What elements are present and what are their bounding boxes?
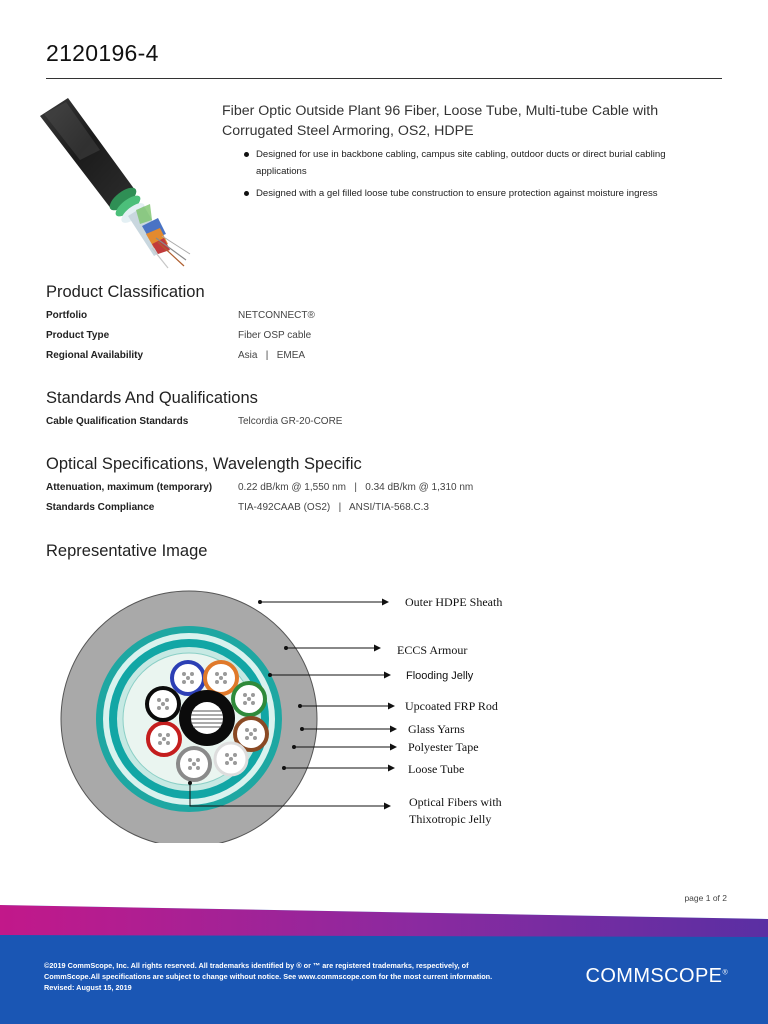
page-number: page 1 of 2 [684,893,727,903]
diagram-labels [397,595,502,826]
spec-value: Asia | EMEA [238,350,306,361]
spec-label: Product Type [46,330,110,341]
product-title: Fiber Optic Outside Plant 96 Fiber, Loose Tube, Multi-tube Cable with Corrugated Steel Armoring, OS2, HDPE [222,103,659,139]
label-outer-sheath: Outer HDPE Sheath [405,595,503,609]
spec-label: Standards Compliance [46,502,155,513]
section-title-optical-specifications: Optical Specifications, Wavelength Specific [46,455,362,473]
feature-bullet: Designed with a gel filled loose tube construction to ensure protection against moisture ingress [244,185,704,202]
feature-bullet: Designed for use in backbone cabling, campus site cabling, outdoor ducts or direct burial cabling applications [244,146,704,180]
label-thixotropic-jelly: Thixotropic Jelly [409,812,492,826]
spec-label: Attenuation, maximum (temporary) [46,482,213,493]
spec-row [46,310,726,326]
label-polyester-tape: Polyester Tape [408,740,479,754]
spec-row [46,330,726,346]
footer [0,905,768,1024]
logo-wordmark: COMMSCOPE [585,965,723,987]
spec-row [46,416,726,432]
logo-registered-mark: ® [722,969,728,977]
label-optical-fibers: Optical Fibers with [409,795,502,809]
label-flooding-jelly: Flooding Jelly [406,670,474,682]
cable-cross-section-diagram [60,578,540,843]
product-feature-list [244,146,704,207]
spec-row [46,502,726,518]
spec-label: Regional Availability [46,350,144,361]
spec-label: Portfolio [46,310,88,321]
central-frp-rod [179,690,235,746]
label-loose-tube: Loose Tube [408,762,465,776]
spec-row [46,482,726,498]
spec-value: 0.22 dB/km @ 1,550 nm | 0.34 dB/km @ 1,310 nm [238,482,474,493]
part-number: 2120196-4 [46,40,159,66]
commscope-logo[interactable] [585,965,728,988]
label-frp-rod: Upcoated FRP Rod [405,699,498,713]
spec-value: Telcordia GR-20-CORE [238,416,343,427]
label-glass-yarns: Glass Yarns [408,722,465,736]
spec-value: NETCONNECT® [238,310,315,321]
spec-row [46,350,726,366]
spec-label: Cable Qualification Standards [46,416,189,427]
footer-legal-text: ©2019 CommScope, Inc. All rights reserved. All trademarks identified by ® or ™ are registered trademarks, respectively, of CommScope.All specifications are subject to change without notice. See www.commscope.com for the most current information. Revised: August 15, 2019 [44,961,493,992]
cable-product-image [40,98,200,270]
header-divider [46,78,722,79]
section-title-product-classification: Product Classification [46,283,205,301]
spec-value: Fiber OSP cable [238,330,312,341]
spec-value: TIA-492CAAB (OS2) | ANSI/TIA-568.C.3 [238,502,429,513]
label-eccs-armour: ECCS Armour [397,643,468,657]
section-title-representative-image: Representative Image [46,542,208,560]
section-title-standards: Standards And Qualifications [46,389,258,407]
